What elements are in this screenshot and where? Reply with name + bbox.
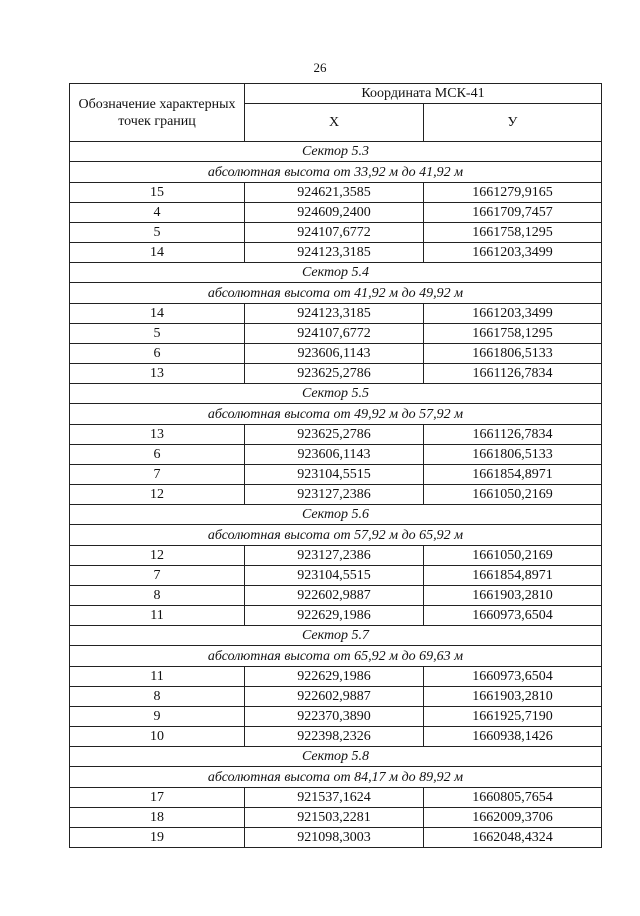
- table-row: [70, 566, 602, 586]
- x-coordinate-cell: 923606,1143: [245, 445, 424, 465]
- x-coordinate-cell: 921098,3003: [245, 828, 424, 848]
- x-coordinate-cell: 922602,9887: [245, 687, 424, 707]
- point-number-cell: 11: [70, 667, 245, 687]
- x-coordinate-cell: 923606,1143: [245, 344, 424, 364]
- sector-title-row: [70, 263, 602, 283]
- table-row: [70, 546, 602, 566]
- y-coordinate-cell: 1662009,3706: [424, 808, 602, 828]
- point-number-cell: 18: [70, 808, 245, 828]
- x-coordinate-cell: 923625,2786: [245, 364, 424, 384]
- table-row: [70, 707, 602, 727]
- table-row: [70, 364, 602, 384]
- sector-altitude-range: абсолютная высота от 84,17 м до 89,92 м: [70, 767, 602, 788]
- point-number-cell: 10: [70, 727, 245, 747]
- x-coordinate-cell: 924107,6772: [245, 324, 424, 344]
- x-coordinate-cell: 924609,2400: [245, 203, 424, 223]
- coordinates-table: [69, 83, 602, 848]
- sector-title-row: [70, 142, 602, 162]
- sector-range-row: [70, 767, 602, 788]
- table-row: [70, 667, 602, 687]
- y-coordinate-cell: 1660973,6504: [424, 606, 602, 626]
- sector-title: Сектор 5.6: [70, 505, 602, 525]
- point-number-cell: 5: [70, 324, 245, 344]
- point-designation-header: Обозначение характерных точек границ: [70, 84, 245, 142]
- y-coordinate-cell: 1660973,6504: [424, 667, 602, 687]
- sector-altitude-range: абсолютная высота от 49,92 м до 57,92 м: [70, 404, 602, 425]
- table-row: [70, 828, 602, 848]
- table-row: [70, 687, 602, 707]
- x-coordinate-cell: 921503,2281: [245, 808, 424, 828]
- table-body: [70, 142, 602, 848]
- point-number-cell: 8: [70, 586, 245, 606]
- y-coordinate-cell: 1661279,9165: [424, 183, 602, 203]
- y-coordinate-cell: 1661203,3499: [424, 304, 602, 324]
- y-coordinate-cell: 1661758,1295: [424, 324, 602, 344]
- x-coordinate-cell: 923625,2786: [245, 425, 424, 445]
- sector-altitude-range: абсолютная высота от 57,92 м до 65,92 м: [70, 525, 602, 546]
- table-row: [70, 243, 602, 263]
- table-row: [70, 183, 602, 203]
- point-number-cell: 12: [70, 546, 245, 566]
- sector-range-row: [70, 404, 602, 425]
- x-coordinate-cell: 923104,5515: [245, 465, 424, 485]
- x-coordinate-cell: 923127,2386: [245, 546, 424, 566]
- sector-title-row: [70, 747, 602, 767]
- y-coordinate-cell: 1661050,2169: [424, 485, 602, 505]
- point-number-cell: 6: [70, 344, 245, 364]
- sector-title-row: [70, 384, 602, 404]
- point-number-cell: 19: [70, 828, 245, 848]
- sector-title-row: [70, 626, 602, 646]
- point-number-cell: 8: [70, 687, 245, 707]
- x-column-header: Х: [245, 104, 424, 142]
- y-coordinate-cell: 1662048,4324: [424, 828, 602, 848]
- sector-title-row: [70, 505, 602, 525]
- coordinate-system-header: Координата МСК-41: [245, 84, 602, 104]
- table-header: [70, 84, 602, 142]
- sector-title: Сектор 5.8: [70, 747, 602, 767]
- table-row: [70, 425, 602, 445]
- point-number-cell: 14: [70, 304, 245, 324]
- point-number-cell: 13: [70, 425, 245, 445]
- point-number-cell: 15: [70, 183, 245, 203]
- x-coordinate-cell: 922398,2326: [245, 727, 424, 747]
- y-coordinate-cell: 1661126,7834: [424, 425, 602, 445]
- y-coordinate-cell: 1661709,7457: [424, 203, 602, 223]
- x-coordinate-cell: 924107,6772: [245, 223, 424, 243]
- table-row: [70, 223, 602, 243]
- y-coordinate-cell: 1661806,5133: [424, 344, 602, 364]
- y-coordinate-cell: 1660938,1426: [424, 727, 602, 747]
- point-number-cell: 4: [70, 203, 245, 223]
- x-coordinate-cell: 922629,1986: [245, 606, 424, 626]
- x-coordinate-cell: 924621,3585: [245, 183, 424, 203]
- sector-altitude-range: абсолютная высота от 65,92 м до 69,63 м: [70, 646, 602, 667]
- x-coordinate-cell: 922602,9887: [245, 586, 424, 606]
- point-number-cell: 14: [70, 243, 245, 263]
- point-number-cell: 11: [70, 606, 245, 626]
- x-coordinate-cell: 923104,5515: [245, 566, 424, 586]
- x-coordinate-cell: 922629,1986: [245, 667, 424, 687]
- y-coordinate-cell: 1661758,1295: [424, 223, 602, 243]
- y-coordinate-cell: 1660805,7654: [424, 788, 602, 808]
- table-row: [70, 203, 602, 223]
- table-row: [70, 324, 602, 344]
- point-number-cell: 7: [70, 465, 245, 485]
- table-row: [70, 808, 602, 828]
- table-row: [70, 485, 602, 505]
- table-row: [70, 727, 602, 747]
- y-coordinate-cell: 1661050,2169: [424, 546, 602, 566]
- table-row: [70, 344, 602, 364]
- sector-range-row: [70, 646, 602, 667]
- sector-title: Сектор 5.4: [70, 263, 602, 283]
- point-number-cell: 17: [70, 788, 245, 808]
- y-coordinate-cell: 1661126,7834: [424, 364, 602, 384]
- sector-range-row: [70, 162, 602, 183]
- y-coordinate-cell: 1661854,8971: [424, 566, 602, 586]
- x-coordinate-cell: 923127,2386: [245, 485, 424, 505]
- point-number-cell: 6: [70, 445, 245, 465]
- sector-altitude-range: абсолютная высота от 41,92 м до 49,92 м: [70, 283, 602, 304]
- point-number-cell: 12: [70, 485, 245, 505]
- y-coordinate-cell: 1661903,2810: [424, 586, 602, 606]
- point-number-cell: 7: [70, 566, 245, 586]
- y-coordinate-cell: 1661854,8971: [424, 465, 602, 485]
- y-coordinate-cell: 1661203,3499: [424, 243, 602, 263]
- table-row: [70, 465, 602, 485]
- table-row: [70, 586, 602, 606]
- page-number: 26: [313, 60, 327, 75]
- sector-range-row: [70, 525, 602, 546]
- x-coordinate-cell: 924123,3185: [245, 304, 424, 324]
- table-row: [70, 445, 602, 465]
- x-coordinate-cell: 921537,1624: [245, 788, 424, 808]
- x-coordinate-cell: 924123,3185: [245, 243, 424, 263]
- y-column-header: У: [424, 104, 602, 142]
- table-row: [70, 788, 602, 808]
- y-coordinate-cell: 1661806,5133: [424, 445, 602, 465]
- table-row: [70, 304, 602, 324]
- table-row: [70, 606, 602, 626]
- y-coordinate-cell: 1661925,7190: [424, 707, 602, 727]
- sector-title: Сектор 5.3: [70, 142, 602, 162]
- point-number-cell: 9: [70, 707, 245, 727]
- point-number-cell: 5: [70, 223, 245, 243]
- sector-title: Сектор 5.7: [70, 626, 602, 646]
- point-number-cell: 13: [70, 364, 245, 384]
- x-coordinate-cell: 922370,3890: [245, 707, 424, 727]
- sector-range-row: [70, 283, 602, 304]
- y-coordinate-cell: 1661903,2810: [424, 687, 602, 707]
- sector-altitude-range: абсолютная высота от 33,92 м до 41,92 м: [70, 162, 602, 183]
- sector-title: Сектор 5.5: [70, 384, 602, 404]
